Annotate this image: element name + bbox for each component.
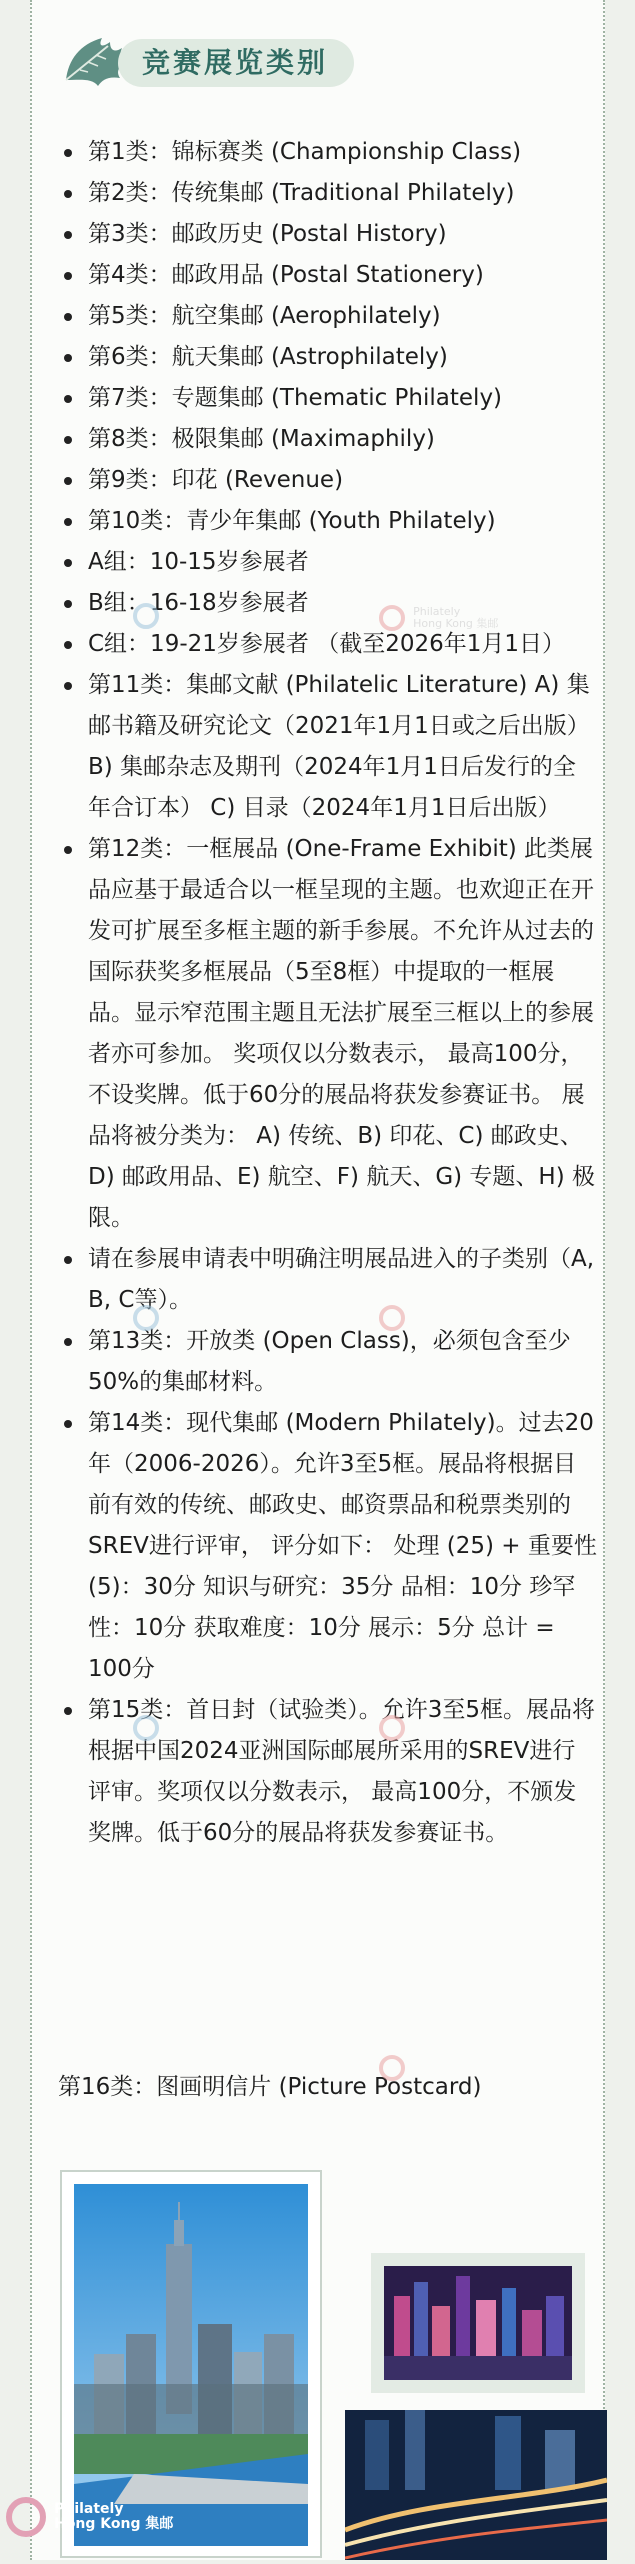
watermark-icon xyxy=(379,1305,405,1331)
postcard-photo-night xyxy=(371,2253,585,2393)
section-title: 竞赛展览类别 xyxy=(118,39,354,87)
watermark-icon xyxy=(379,2055,405,2081)
watermark xyxy=(379,1305,405,1331)
content-card xyxy=(30,0,605,2560)
badge-line1: Philately xyxy=(54,2501,124,2517)
watermark-icon xyxy=(379,1715,405,1741)
watermark xyxy=(379,2055,405,2081)
postcard-photo-traffic xyxy=(345,2410,607,2560)
list-item: 第8类：极限集邮 (Maximaphily) xyxy=(58,419,598,460)
watermark xyxy=(379,605,498,631)
badge-icon xyxy=(6,2497,46,2537)
watermark-line2: Hong Kong 集邮 xyxy=(413,617,499,630)
list-item: 第9类：印花 (Revenue) xyxy=(58,460,598,501)
list-item: 第7类：专题集邮 (Thematic Philately) xyxy=(58,378,598,419)
list-item: 第5类：航空集邮 (Aerophilately) xyxy=(58,296,598,337)
list-item: 第15类：首日封（试验类）。允许3至5框。展品将根据中国2024亚洲国际邮展所采用的SREV进行评审。奖项仅以分数表示， 最高100分，不颁发奖牌。低于60分的展品将获发参赛证书。 xyxy=(58,1690,598,1854)
list-item: 第2类：传统集邮 (Traditional Philately) xyxy=(58,173,598,214)
list-item: 第13类：开放类 (Open Class)，必须包含至少50%的集邮材料。 xyxy=(58,1321,598,1403)
list-item: C组：19-21岁参展者 （截至2026年1月1日） xyxy=(58,624,598,665)
badge-line2: Hong Kong 集邮 xyxy=(54,2516,174,2532)
philately-hk-badge xyxy=(6,2497,173,2537)
list-item: 请在参展申请表中明确注明展品进入的子类别（A, B, C等）。 xyxy=(58,1239,598,1321)
list-item: 第3类：邮政历史 (Postal History) xyxy=(58,214,598,255)
list-item: 第11类：集邮文献 (Philatelic Literature) A) 集邮书籍及研究论文（2021年1月1日或之后出版） B) 集邮杂志及期刊（2024年1月1日后发行的全年合订本） C) 目录（2024年1月1日后出版） xyxy=(58,665,598,829)
list-item: 第12类：一框展品 (One-Frame Exhibit) 此类展品应基于最适合以一框呈现的主题。也欢迎正在开发可扩展至多框主题的新手参展。不允许从过去的国际获奖多框展品（5至8框）中提取的一框展品。显示窄范围主题且无法扩展至三框以上的参展者亦可参加。 奖项仅以分数表示， 最高100分，不设奖牌。低于60分的展品将获发参赛证书。 展品将被分类为： A) 传统、B) 印花、C) 邮政史、D) 邮政用品、E) 航空、F) 航天、G) 专题、H) 极限。 xyxy=(58,829,598,1239)
list-item: A组：10-15岁参展者 xyxy=(58,542,598,583)
watermark xyxy=(133,1305,159,1331)
watermark-icon xyxy=(379,605,405,631)
class-16-text: 第16类：图画明信片 (Picture Postcard) xyxy=(58,2074,482,2100)
watermark-icon xyxy=(133,1715,159,1741)
watermark xyxy=(379,1715,405,1741)
list-item: 第4类：邮政用品 (Postal Stationery) xyxy=(58,255,598,296)
category-list xyxy=(58,132,598,1854)
list-item: 第6类：航天集邮 (Astrophilately) xyxy=(58,337,598,378)
list-item: 第10类：青少年集邮 (Youth Philately) xyxy=(58,501,598,542)
watermark-icon xyxy=(133,603,159,629)
list-item: 第1类：锦标赛类 (Championship Class) xyxy=(58,132,598,173)
watermark-icon xyxy=(133,1305,159,1331)
list-item: B组：16-18岁参展者 xyxy=(58,583,598,624)
watermark-line1: Philately xyxy=(413,605,461,618)
watermark xyxy=(133,603,159,629)
section-header xyxy=(58,22,398,92)
list-item: 第14类：现代集邮 (Modern Philately)。过去20年（2006-2026）。允许3至5框。展品将根据目前有效的传统、邮政史、邮资票品和税票类别的SREV进行评审， 评分如下： 处理 (25) + 重要性 (5)：30分 知识与研究：35分 品相：10分 珍罕性：10分 获取难度：10分 展示：5分 总计 = 100分 xyxy=(58,1403,598,1690)
watermark xyxy=(133,1715,159,1741)
